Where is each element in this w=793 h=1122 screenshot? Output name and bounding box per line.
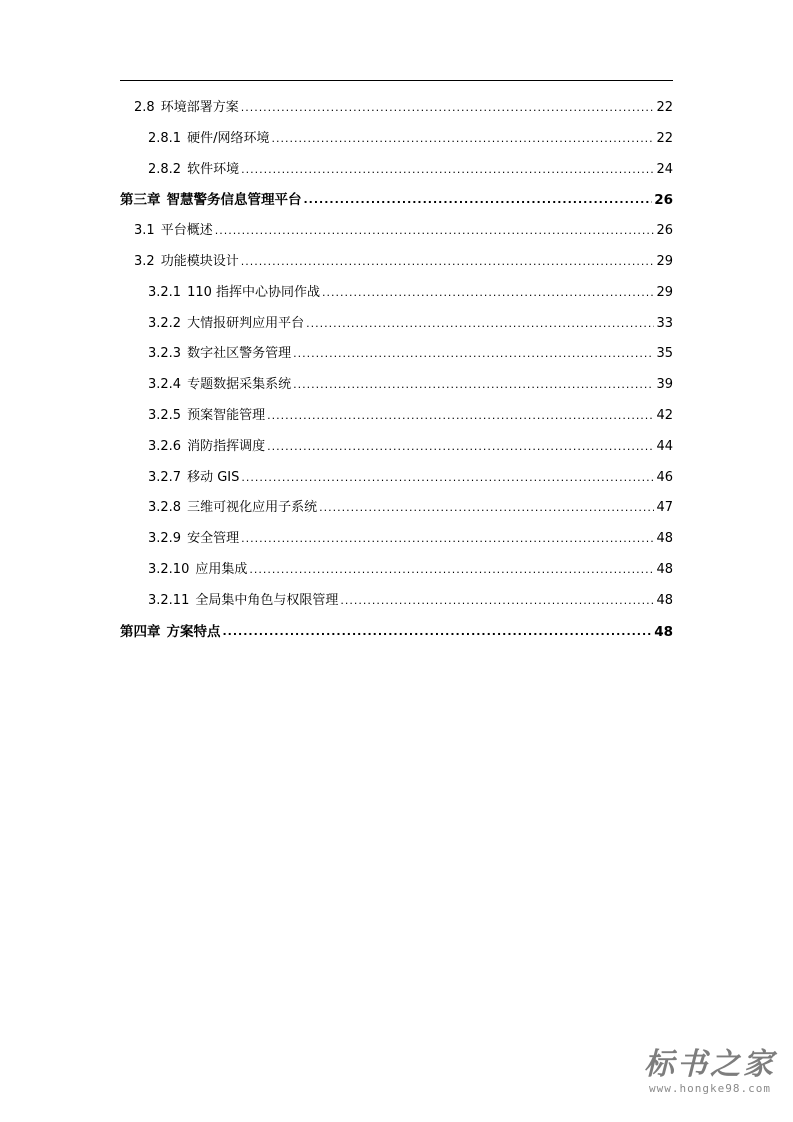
toc-entry-number: 3.2.6: [148, 438, 182, 454]
toc-entry-number: 3.2.1: [148, 284, 182, 300]
toc-entry-title: 硬件/网络环境: [187, 130, 270, 146]
toc-entry-number: 第三章: [120, 192, 161, 209]
toc-entry[interactable]: [148, 404, 673, 428]
toc-entry-title: 预案智能管理: [187, 408, 266, 423]
toc-dot-leader: [267, 435, 654, 459]
toc-entry-number: 2.8.1: [148, 130, 182, 146]
toc-entry-title: 软件环境: [187, 161, 240, 177]
toc-entry[interactable]: [134, 250, 673, 274]
toc-entry[interactable]: [148, 312, 673, 336]
toc-entry-number: 2.8.2: [148, 161, 182, 177]
toc-entry-page-number: 26: [656, 223, 673, 239]
toc-entry[interactable]: [134, 219, 673, 243]
toc-entry-page-number: 24: [656, 161, 673, 177]
toc-dot-leader: [249, 558, 654, 582]
toc-entry-title: 专题数据采集系统: [187, 377, 292, 393]
toc-entry-page-number: 48: [656, 592, 673, 608]
toc-dot-leader: [241, 527, 654, 551]
toc-entry-number: 3.2.3: [148, 346, 182, 362]
header-rule: [120, 80, 673, 81]
watermark-url: www.hongke98.com: [649, 1082, 771, 1095]
toc-entry-page-number: 46: [656, 469, 673, 485]
toc-dot-leader: [241, 96, 655, 120]
toc-dot-leader: [271, 127, 654, 151]
toc-entry-title: 大情报研判应用平台: [187, 315, 305, 331]
toc-entry-number: 3.2.9: [148, 531, 182, 547]
toc-chapter-entry[interactable]: [120, 188, 673, 212]
toc-entry-title: 智慧警务信息管理平台: [166, 192, 302, 209]
toc-dot-leader: [340, 589, 654, 613]
toc-entry-page-number: 22: [656, 130, 673, 146]
toc-entry[interactable]: [148, 527, 673, 551]
toc-entry-title: 安全管理: [187, 531, 240, 547]
toc-entry-page-number: 44: [656, 438, 673, 454]
toc-entry-number: 3.2: [134, 254, 155, 269]
toc-entry[interactable]: [134, 96, 673, 120]
watermark: [635, 1048, 785, 1108]
toc-entry-number: 3.2.10: [148, 562, 190, 577]
toc-entry-title: 消防指挥调度: [187, 438, 266, 454]
toc-dot-leader: [241, 466, 654, 490]
toc-entry-page-number: 39: [656, 377, 673, 393]
toc-entry-page-number: 22: [656, 100, 673, 115]
toc-entry-page-number: 29: [656, 284, 673, 300]
toc-entry-page-number: 48: [654, 623, 673, 640]
toc-entry[interactable]: [148, 496, 673, 520]
toc-entry[interactable]: [148, 342, 673, 366]
toc-entry-page-number: 42: [656, 408, 673, 423]
toc-entry-number: 第四章: [120, 623, 161, 640]
toc-dot-leader: [306, 312, 654, 336]
toc-dot-leader: [267, 404, 654, 428]
toc-entry[interactable]: [148, 435, 673, 459]
toc-entry[interactable]: [148, 373, 673, 397]
toc-entry-page-number: 26: [654, 192, 673, 209]
toc-entry-page-number: 35: [656, 346, 673, 362]
toc-entry-number: 3.1: [134, 223, 155, 239]
toc-entry-title: 功能模块设计: [160, 254, 239, 269]
toc-chapter-entry[interactable]: [120, 620, 673, 644]
toc-entry-title: 移动 GIS: [187, 469, 240, 485]
toc-entry[interactable]: [148, 466, 673, 490]
toc-entry-number: 3.2.5: [148, 408, 182, 423]
toc-entry-title: 平台概述: [160, 223, 213, 239]
toc-entry-page-number: 48: [656, 531, 673, 547]
toc-dot-leader: [322, 281, 654, 305]
toc-dot-leader: [293, 342, 654, 366]
toc-dot-leader: [304, 188, 653, 212]
toc-entry-number: 3.2.4: [148, 377, 182, 393]
toc-entry-title: 110 指挥中心协同作战: [187, 284, 321, 300]
toc-entry-number: 3.2.11: [148, 592, 190, 608]
toc-entry[interactable]: [148, 127, 673, 151]
toc-entry-number: 2.8: [134, 100, 155, 115]
toc-dot-leader: [215, 219, 655, 243]
toc-entry-title: 全局集中角色与权限管理: [195, 592, 339, 608]
toc-entry[interactable]: [148, 589, 673, 613]
toc-dot-leader: [293, 373, 654, 397]
toc-entry-page-number: 47: [656, 500, 673, 516]
toc-entry-title: 三维可视化应用子系统: [187, 500, 318, 516]
toc-entry[interactable]: [148, 558, 673, 582]
toc-entry[interactable]: [148, 158, 673, 182]
toc-dot-leader: [223, 620, 653, 644]
toc-entry-number: 3.2.7: [148, 469, 182, 485]
toc-entry-page-number: 48: [656, 562, 673, 577]
toc-entry-number: 3.2.8: [148, 500, 182, 516]
toc-entry[interactable]: [148, 281, 673, 305]
toc-entry-title: 方案特点: [166, 623, 221, 640]
toc-entry-page-number: 29: [656, 254, 673, 269]
toc-entry-title: 数字社区警务管理: [187, 346, 292, 362]
toc-entry-number: 3.2.2: [148, 315, 182, 331]
watermark-logo: 标书之家: [644, 1047, 776, 1082]
toc-entry-title: 环境部署方案: [160, 100, 239, 115]
toc-dot-leader: [241, 158, 654, 182]
toc-dot-leader: [241, 250, 655, 274]
toc-entry-title: 应用集成: [195, 562, 248, 577]
toc-entry-page-number: 33: [656, 315, 673, 331]
toc-dot-leader: [319, 496, 654, 520]
